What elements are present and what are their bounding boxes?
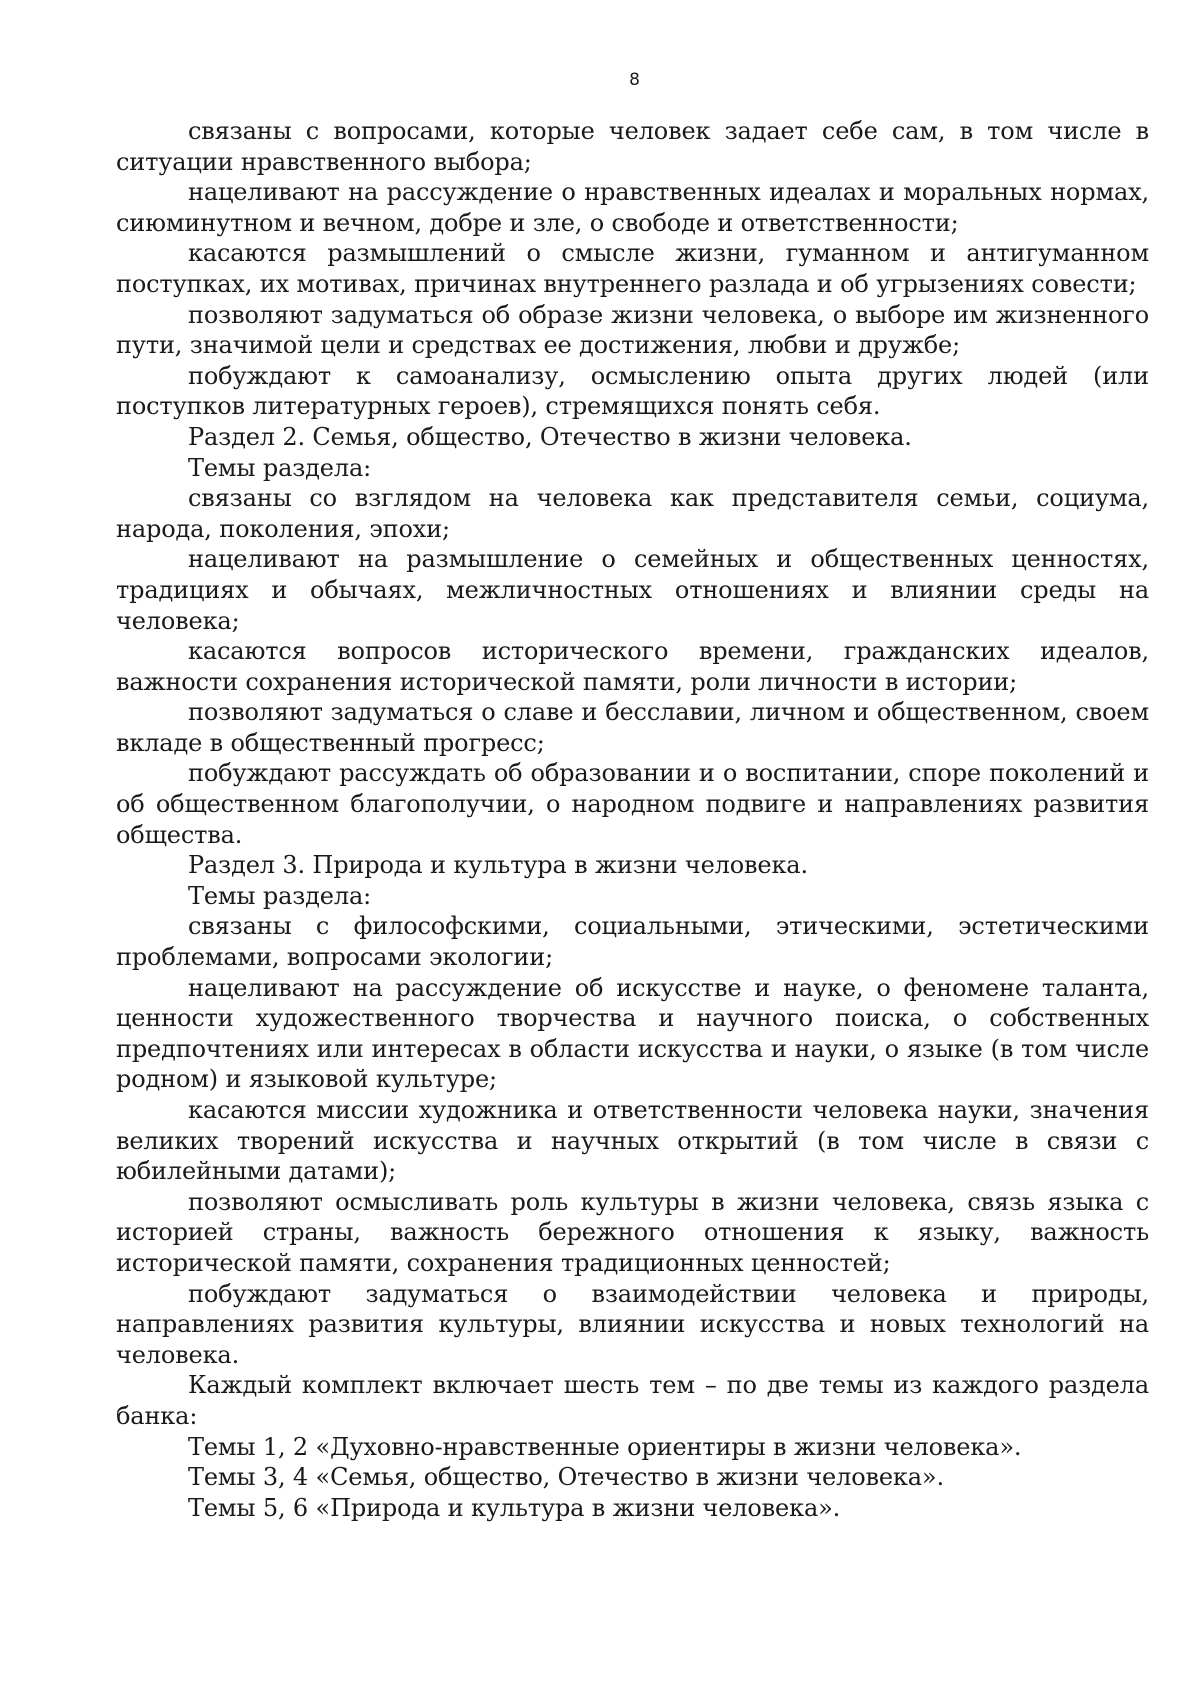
paragraph-topic-glory: позволяют задуматься о славе и бесславии, личном и общественном, своем вкладе в общественный прогресс; bbox=[116, 698, 1149, 757]
section-heading-2: Раздел 2. Семья, общество, Отечество в жизни человека. bbox=[188, 422, 912, 451]
section-topics-label-2: Темы раздела: bbox=[188, 453, 372, 482]
paragraph-topic-moral-ideals: нацеливают на рассуждение о нравственных идеалах и моральных нормах, сиюминутном и вечном, добре и зле, о свободе и ответственности; bbox=[116, 178, 1149, 237]
paragraph-topic-culture-role: позволяют осмысливать роль культуры в жизни человека, связь языка с историей страны, важность бережного отношения к языку, важность исторической памяти, сохранения традиционных ценностей; bbox=[116, 1187, 1149, 1277]
paragraph-topic-human-nature: побуждают задуматься о взаимодействии человека и природы, направлениях развития культуры, влиянии искусства и новых технологий на человека. bbox=[116, 1279, 1149, 1369]
body-text bbox=[116, 116, 1149, 1523]
topic-list-item-3-4: Темы 3, 4 «Семья, общество, Отечество в жизни человека». bbox=[188, 1463, 944, 1492]
page-number: 8 bbox=[629, 70, 640, 90]
paragraph-set-description: Каждый комплект включает шесть тем – по две темы из каждого раздела банка: bbox=[116, 1371, 1149, 1430]
section-topics-label-3: Темы раздела: bbox=[188, 881, 372, 910]
paragraph-topic-historical-time: касаются вопросов исторического времени, гражданских идеалов, важности сохранения исторической памяти, роли личности в истории; bbox=[116, 637, 1149, 696]
paragraph-topic-family-values: нацеливают на размышление о семейных и общественных ценностях, традициях и обычаях, межличностных отношениях и влиянии среды на человека; bbox=[116, 545, 1149, 635]
section-heading-3: Раздел 3. Природа и культура в жизни человека. bbox=[188, 851, 808, 880]
paragraph-topic-meaning-of-life: касаются размышлений о смысле жизни, гуманном и антигуманном поступках, их мотивах, причинах внутреннего разлада и об угрызениях совести; bbox=[116, 239, 1149, 298]
paragraph-topic-family-society: связаны со взглядом на человека как представителя семьи, социума, народа, поколения, эпохи; bbox=[116, 484, 1149, 543]
topic-list-item-1-2: Темы 1, 2 «Духовно-нравственные ориентиры в жизни человека». bbox=[188, 1432, 1022, 1461]
paragraph-topic-way-of-life: позволяют задуматься об образе жизни человека, о выборе им жизненного пути, значимой цели и средствах ее достижения, любви и дружбе; bbox=[116, 300, 1149, 360]
paragraph-topic-education: побуждают рассуждать об образовании и о воспитании, споре поколений и об общественном благополучии, о народном подвиге и направлениях развития общества. bbox=[116, 759, 1149, 849]
paragraph-topic-artist-mission: касаются миссии художника и ответственности человека науки, значения великих творений искусства и научных открытий (в том числе в связи с юбилейными датами); bbox=[116, 1096, 1149, 1186]
paragraph-topic-art-science: нацеливают на рассуждение об искусстве и науке, о феномене таланта, ценности художественного творчества и научного поиска, о собственных предпочтениях или интересах в области искусства и науки, о языке (в том числе родном) и языковой культуре; bbox=[116, 973, 1149, 1094]
topic-list-item-5-6: Темы 5, 6 «Природа и культура в жизни человека». bbox=[188, 1493, 841, 1522]
paragraph-topic-philosophy: связаны с философскими, социальными, этическими, эстетическими проблемами, вопросами экологии; bbox=[116, 912, 1149, 972]
paragraph-topic-self-analysis: побуждают к самоанализу, осмыслению опыта других людей (или поступков литературных героев), стремящихся понять себя. bbox=[116, 361, 1149, 421]
paragraph-topic-moral-choice: связаны с вопросами, которые человек задает себе сам, в том числе в ситуации нравственного выбора; bbox=[116, 117, 1149, 176]
